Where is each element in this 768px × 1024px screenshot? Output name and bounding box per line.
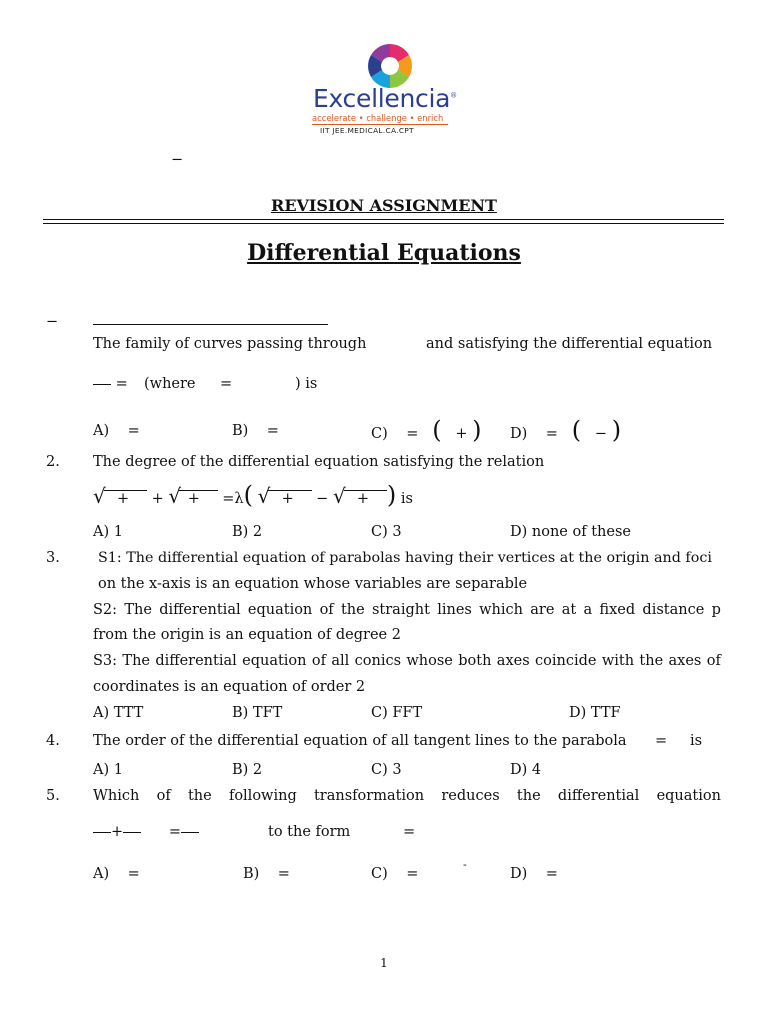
- q5-option-c-sup: -: [463, 858, 467, 871]
- q2-option-a: A) 1: [93, 524, 123, 540]
- q3-s2-line1: S2: The differential equation of the straight lines which are at a fixed distance p: [93, 602, 721, 618]
- fraction-bar: [93, 384, 111, 385]
- brand-tagline: accelerate • challenge • enrich: [312, 113, 444, 123]
- brand-subtag: IIT JEE.MEDICAL.CA.CPT: [320, 126, 414, 135]
- double-rule-bottom: [43, 223, 724, 224]
- sqrt-term-1: √ +: [93, 484, 147, 508]
- brand-name: Excellencia®: [313, 84, 457, 113]
- q4-option-b: B) 2: [232, 762, 263, 778]
- excellencia-logo: [300, 40, 470, 135]
- q4-number: 4.: [46, 733, 60, 749]
- q1-text-a: The family of curves passing through: [93, 336, 367, 352]
- q1-blank-line: [93, 324, 328, 325]
- q5-number: 5.: [46, 788, 60, 804]
- q1-option-c: C) = ( + ): [371, 416, 482, 444]
- q2-option-c: C) 3: [371, 524, 402, 540]
- q2-number: 2.: [46, 454, 60, 470]
- q3-s1-line1: S1: The differential equation of parabolas having their vertices at the origin and foci: [98, 550, 712, 566]
- q5-equation: + =: [93, 824, 199, 840]
- q2-option-b: B) 2: [232, 524, 263, 540]
- sqrt-term-2: √ +: [168, 484, 217, 508]
- page-number: 1: [380, 956, 388, 970]
- q5-to-the-form: to the form: [268, 824, 351, 840]
- q4-option-d: D) 4: [510, 762, 542, 778]
- q1-is: ) is: [295, 376, 318, 392]
- q4-option-c: C) 3: [371, 762, 402, 778]
- q3-option-b: B) TFT: [232, 705, 283, 721]
- q5-option-c: C) =: [371, 866, 419, 882]
- q3-number: 3.: [46, 550, 60, 566]
- q2-text: The degree of the differential equation satisfying the relation: [93, 454, 545, 470]
- q1-equation: =: [93, 376, 128, 392]
- q3-s2-line2: from the origin is an equation of degree 2: [93, 627, 401, 643]
- q1-where: (where: [144, 376, 196, 392]
- q3-s3-line2: coordinates is an equation of order 2: [93, 679, 366, 695]
- q4-is: is: [690, 733, 703, 749]
- assignment-heading: REVISION ASSIGNMENT: [271, 196, 497, 215]
- q3-option-c: C) FFT: [371, 705, 423, 721]
- q2-option-d: D) none of these: [510, 524, 631, 540]
- tagline-underline: [312, 124, 448, 125]
- q4-option-a: A) 1: [93, 762, 123, 778]
- topic-title: Differential Equations: [247, 240, 521, 266]
- q1-text-b: and satisfying the differential equation: [426, 336, 713, 352]
- sqrt-term-3: √ +: [258, 484, 312, 508]
- q5-option-a: A) =: [93, 866, 140, 882]
- q1-where-eq: =: [220, 376, 233, 392]
- q3-s1-line2: on the x-axis is an equation whose variables are separable: [98, 576, 528, 592]
- q5-option-b: B) =: [243, 866, 290, 882]
- q3-s3-line1: S3: The differential equation of all conics whose both axes coincide with the axes of: [93, 653, 721, 669]
- q5-form-eq: =: [403, 824, 416, 840]
- q4-eq: =: [655, 733, 668, 749]
- sqrt-term-4: √ +: [333, 484, 387, 508]
- q3-option-a: A) TTT: [93, 705, 144, 721]
- q2-relation: √ + + √ + =λ( √ + − √ + ) is: [93, 481, 413, 509]
- q3-option-d: D) TTF: [569, 705, 621, 721]
- q5-option-d: D) =: [510, 866, 558, 882]
- double-rule-top: [43, 219, 724, 220]
- q1-option-d: D) = ( − ): [510, 416, 622, 444]
- q1-option-b: B) =: [232, 423, 279, 439]
- stray-dash: −: [171, 152, 184, 168]
- q1-option-a: A) =: [93, 423, 140, 439]
- q1-number: −: [46, 314, 59, 330]
- q4-text: The order of the differential equation of all tangent lines to the parabola: [93, 733, 627, 749]
- q5-line1: Which of the following transformation reduces the differential equation: [93, 788, 721, 804]
